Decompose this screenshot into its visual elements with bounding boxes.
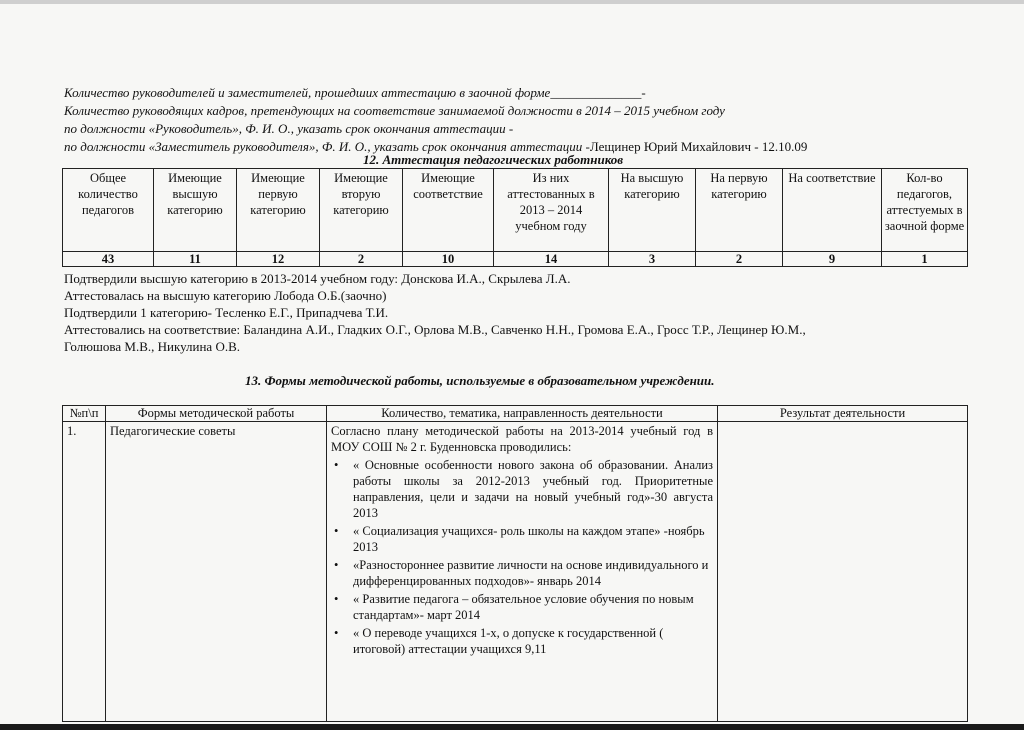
note-line: Аттестовались на соответствие: Баландина А.И., Гладких О.Г., Орлова М.В., Савченко Н.Н., Громова Е.А., Гросс Т.Р., Лещинер Ю.М., — [64, 322, 806, 337]
note-line: Подтвердили 1 категорию- Тесленко Е.Г., Припадчева Т.И. — [64, 305, 389, 320]
value-attested-2013-2014: 14 — [494, 252, 609, 267]
value-first-category: 12 — [237, 252, 320, 267]
value-total-teachers: 43 — [63, 252, 154, 267]
section-13-title: 13. Формы методической работы, используемые в образовательном учреждении. — [245, 373, 715, 388]
row-activity-result — [718, 422, 968, 722]
value-to-compliance: 9 — [783, 252, 882, 267]
attestation-header-row — [63, 169, 968, 252]
list-item: • « Социализация учащихся- роль школы на каждом этапе» -ноябрь 2013 — [334, 524, 705, 554]
bullet-icon: • — [334, 592, 339, 606]
header-correspondence-count: Кол-во педагогов, аттестуемых в заочной форме — [882, 169, 968, 252]
intro-line-2: Количество руководящих кадров, претендующих на соответствие занимаемой должности в 2014 – 2015 учебном году — [64, 103, 725, 118]
bullet-icon: • — [334, 558, 339, 572]
header-work-forms: Формы методической работы — [106, 406, 327, 422]
list-item: • «Разностороннее развитие личности на основе индивидуального и дифференцированных подходов»- январь 2014 — [334, 558, 709, 588]
header-compliance: Имеющие соответствие — [403, 169, 494, 252]
intro-line-4-value: -Лещинер Юрий Михайлович - 12.10.09 — [582, 139, 808, 154]
note-line: Подтвердили высшую категорию в 2013-2014 учебном году: Донскова И.А., Скрылева Л.А. — [64, 271, 571, 286]
list-item: • « О переводе учащихся 1-х, о допуске к государственной ( итоговой) аттестации учащихся 9,11 — [334, 626, 664, 656]
header-activity-details: Количество, тематика, направленность деятельности — [327, 406, 718, 422]
attestation-notes — [64, 270, 964, 355]
scan-top-edge — [0, 0, 1024, 4]
note-line: Аттестовалась на высшую категорию Лобода О.Б.(заочно) — [64, 288, 387, 303]
header-highest-category: Имеющие высшую категорию — [154, 169, 237, 252]
value-correspondence-count: 1 — [882, 252, 968, 267]
intro-line-1: Количество руководителей и заместителей, прошедших аттестацию в заочной форме______________- — [64, 85, 646, 100]
section-12-title: 12. Аттестация педагогических работников — [363, 152, 624, 167]
attestation-values-row — [63, 252, 968, 267]
list-item: • « Развитие педагога – обязательное условие обучения по новым стандартам»- март 2014 — [334, 592, 694, 622]
header-first-category: Имеющие первую категорию — [237, 169, 320, 252]
header-second-category: Имеющие вторую категорию — [320, 169, 403, 252]
bullet-icon: • — [334, 524, 339, 538]
bullet-icon: • — [334, 626, 339, 640]
value-to-first: 2 — [696, 252, 783, 267]
header-to-compliance: На соответствие — [783, 169, 882, 252]
list-item: • « Основные особенности нового закона об образовании. Анализ работы школы за 2012-2013 учебный год. Приоритетные направления, цели и задачи на новый учебный год»-30 августа 2013 — [334, 458, 713, 520]
header-to-first: На первую категорию — [696, 169, 783, 252]
note-line: Голюшова М.В., Никулина О.В. — [64, 339, 241, 354]
intro-block — [64, 84, 964, 156]
intro-line-3: по должности «Руководитель», Ф. И. О., указать срок окончания аттестации - — [64, 121, 514, 136]
header-total-teachers: Общее количество педагогов — [63, 169, 154, 252]
header-attested-2013-2014: Из них аттестованных в 2013 – 2014 учебном году — [494, 169, 609, 252]
row-work-form: Педагогические советы — [106, 422, 327, 722]
value-second-category: 2 — [320, 252, 403, 267]
value-highest-category: 11 — [154, 252, 237, 267]
header-number: №п\п — [63, 406, 106, 422]
header-to-highest: На высшую категорию — [609, 169, 696, 252]
bullet-icon: • — [334, 458, 339, 472]
header-activity-result: Результат деятельности — [718, 406, 968, 422]
scan-bottom-edge — [0, 724, 1024, 730]
value-to-highest: 3 — [609, 252, 696, 267]
intro-line-4-label: по должности «Заместитель руководителя», Ф. И. О., указать срок окончания аттестации — [64, 139, 583, 154]
value-compliance: 10 — [403, 252, 494, 267]
table-row — [63, 422, 968, 722]
row-activity-details — [327, 422, 718, 722]
methodical-header-row — [63, 406, 968, 422]
council-list — [331, 457, 713, 657]
row-number: 1. — [63, 422, 106, 722]
methodical-work-table — [62, 405, 968, 722]
attestation-table — [62, 168, 968, 267]
row-intro-text: Согласно плану методической работы на 2013-2014 учебный год в МОУ СОШ № 2 г. Буденновска проводились: — [331, 424, 713, 454]
